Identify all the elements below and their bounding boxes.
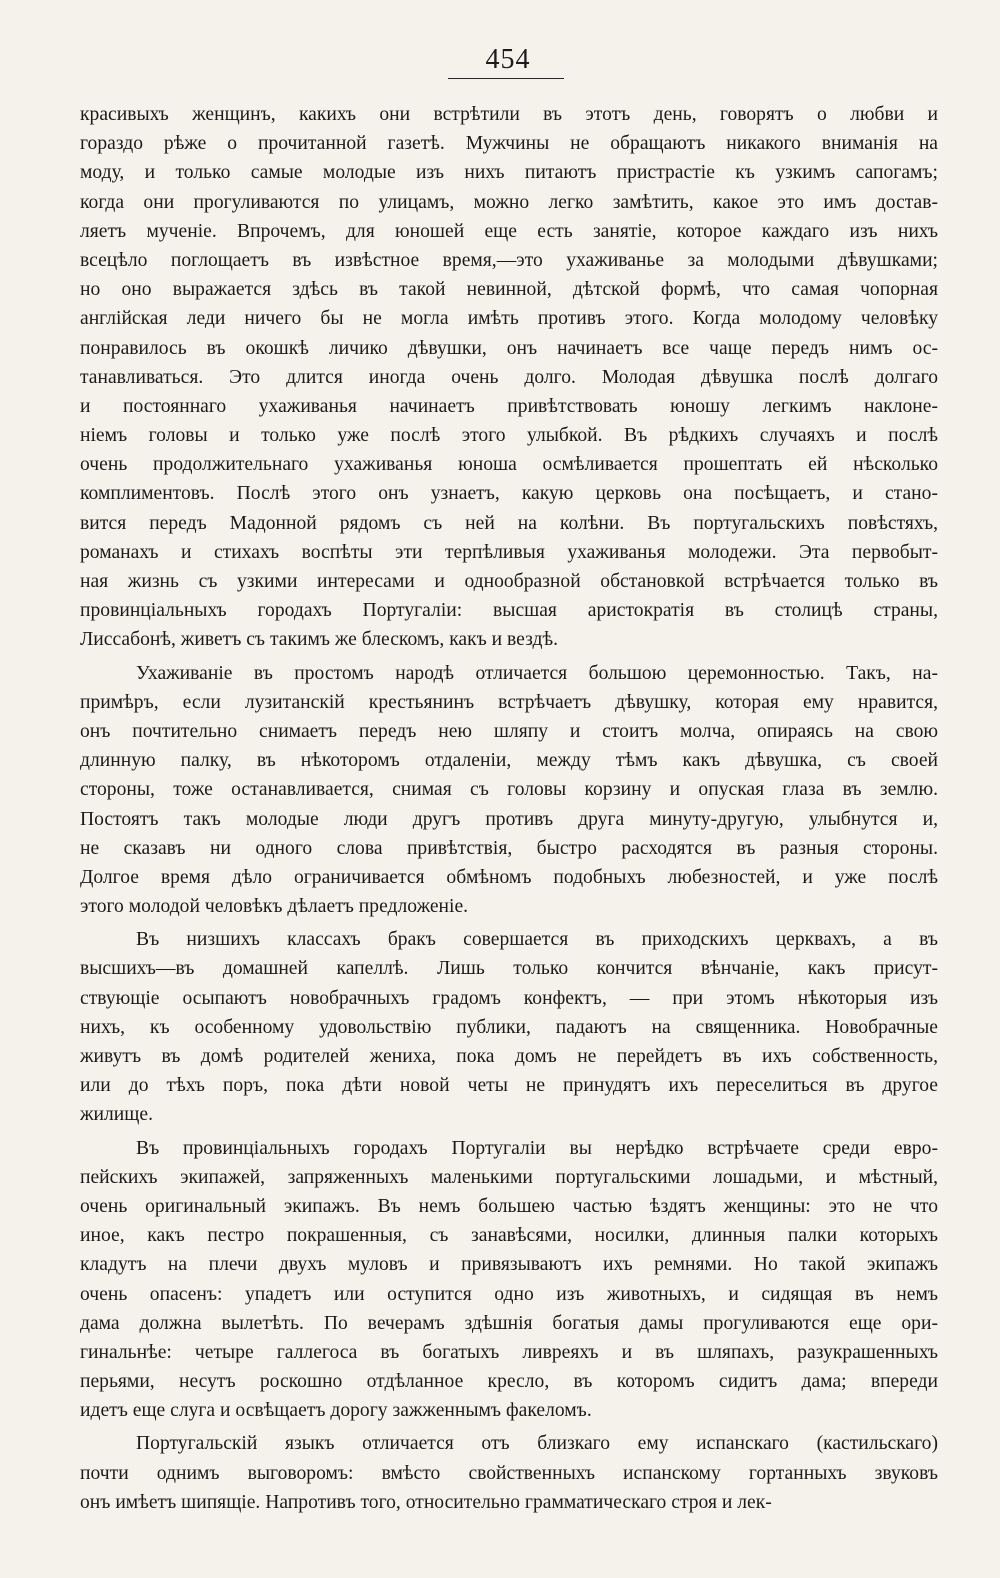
text-line: высшихъ—въ домашней капеллѣ. Лишь только кончится вѣнчаніе, какъ присут- (80, 958, 938, 980)
text-line: комплиментовъ. Послѣ этого онъ узнаетъ, какую церковь она посѣщаетъ, и стано- (80, 483, 938, 505)
text-line: дама должна вылетѣть. По вечерамъ здѣшнія богатыя дамы прогуливаются еще ори- (80, 1312, 938, 1334)
text-line: жилище. (80, 1104, 153, 1126)
text-line: живутъ въ домѣ родителей жениха, пока домъ не перейдетъ въ ихъ собственность, (80, 1046, 938, 1067)
text-line: Постоятъ такъ молодые люди другъ противъ друга минуту-другую, улыбнутся и, (80, 808, 938, 830)
text-line: танавливаться. Это длится иногда очень долго. Молодая дѣвушка послѣ долгаго (80, 366, 938, 388)
text-line: романахъ и стихахъ воспѣты эти терпѣливыя ухаживанья молодежи. Эта первобыт- (80, 541, 938, 563)
text-line: длинную палку, въ нѣкоторомъ отдаленіи, между тѣмъ какъ дѣвушка, съ своей (80, 750, 938, 772)
text-line: или до тѣхъ поръ, пока дѣти новой четы не принудятъ ихъ переселиться въ другое (80, 1075, 938, 1097)
text-line: моду, и только самые молодые изъ нихъ питаютъ пристрастіе къ узкимъ сапогамъ; (80, 162, 938, 184)
text-line: и постояннаго ухаживанья начинаетъ привѣтствовать юношу легкимъ наклоне- (80, 395, 938, 417)
page-number: 454 (485, 44, 531, 75)
text-line: стороны, тоже останавливается, снимая съ головы корзину и опуская глаза въ землю. (80, 779, 938, 801)
text-line: ная жизнь съ узкими интересами и однообразной обстановкой встрѣчается только въ (80, 571, 938, 592)
text-line: англійская леди ничего бы не могла имѣть противъ этого. Когда молодому человѣку (80, 308, 938, 330)
text-line: перьями, несутъ роскошно отдѣланное кресло, въ которомъ сидитъ дама; впереди (80, 1371, 938, 1393)
text-line: этого молодой человѣкъ дѣлаетъ предложеніе. (80, 896, 469, 918)
text-line: не сказавъ ни одного слова привѣтствія, быстро расходятся въ разныя стороны. (80, 837, 938, 859)
text-line: нихъ, къ особенному удовольствію публики, падаютъ на священника. Новобрачные (80, 1016, 938, 1038)
text-line: Въ провинціальныхъ городахъ Португаліи вы нерѣдко встрѣчаете среди евро- (136, 1137, 938, 1159)
text-line: понравилось въ окошкѣ личико дѣвушки, онъ начинаетъ все чаще передъ нимъ ос- (80, 337, 938, 359)
text-line: идетъ еще слуга и освѣщаетъ дорогу зажженнымъ факеломъ. (80, 1400, 592, 1422)
text-line: очень оригинальный экипажъ. Въ немъ большею частью ѣздятъ женщины: это не что (80, 1195, 938, 1217)
text-line: примѣръ, если лузитанскій крестьянинъ встрѣчаетъ дѣвушку, которая ему нравится, (80, 691, 938, 713)
text-line: всецѣло поглощаетъ въ извѣстное время,—это ухаживанье за молодыми дѣвушками; (80, 249, 938, 271)
text-line: Лиссабонѣ, живетъ съ такимъ же блескомъ, какъ и вездѣ. (80, 629, 559, 651)
text-line: красивыхъ женщинъ, какихъ они встрѣтили въ этотъ день, говорятъ о любви и (80, 104, 938, 125)
text-line: Въ низшихъ классахъ бракъ совершается въ приходскихъ церквахъ, а въ (136, 929, 938, 951)
text-line: пейскихъ экипажей, запряженныхъ маленькими португальскими лошадьми, и мѣстный, (80, 1166, 938, 1188)
text-line: ляетъ мученіе. Впрочемъ, для юношей еще есть занятіе, которое каждаго изъ нихъ (80, 220, 938, 242)
paragraph (80, 925, 938, 1129)
text-line: гинальнѣе: четыре галлегоса въ богатыхъ ливреяхъ и въ шляпахъ, разукрашенныхъ (80, 1341, 938, 1363)
paragraph (80, 659, 938, 922)
text-line: Португальскій языкъ отличается отъ близкаго ему испанскаго (кастильскаго) (136, 1433, 938, 1455)
text-line: провинціальныхъ городахъ Португаліи: высшая аристократія въ столицѣ страны, (80, 600, 938, 622)
text-line: но оно выражается здѣсь въ такой невинной, дѣтской формѣ, что самая чопорная (80, 279, 938, 301)
paragraph (80, 100, 938, 655)
text-line: гораздо рѣже о прочитанной газетѣ. Мужчины не обращаютъ никакого вниманія на (80, 133, 938, 155)
text-line: очень опасенъ: упадетъ или оступится одно изъ животныхъ, и сидящая въ немъ (80, 1283, 938, 1305)
text-line: ствующіе осыпаютъ новобрачныхъ градомъ конфектъ, — при этомъ нѣкоторыя изъ (80, 987, 938, 1009)
page-number-rule (448, 78, 564, 79)
text-line: онъ имѣетъ шипящіе. Напротивъ того, относительно грамматическаго строя и лек- (80, 1491, 772, 1513)
paragraph (80, 1429, 938, 1517)
text-line: кладутъ на плечи двухъ муловъ и привязываютъ ихъ ремнями. Но такой экипажъ (80, 1254, 938, 1276)
text-line: вится передъ Мадонной рядомъ съ ней на колѣни. Въ португальскихъ повѣстяхъ, (80, 512, 938, 534)
text-line: иное, какъ пестро покрашенныя, съ занавѣсями, носилки, длинныя палки которыхъ (80, 1225, 938, 1247)
text-line: онъ почтительно снимаетъ передъ нею шляпу и стоитъ молча, опираясь на свою (80, 720, 938, 742)
body-text (80, 100, 938, 1521)
text-line: почти однимъ выговоромъ: вмѣсто свойственныхъ испанскому гортанныхъ звуковъ (80, 1462, 938, 1484)
text-line: ніемъ головы и только уже послѣ этого улыбкой. Въ рѣдкихъ случаяхъ и послѣ (80, 425, 938, 447)
paragraph (80, 1134, 938, 1426)
text-line: Долгое время дѣло ограничивается обмѣномъ подобныхъ любезностей, и уже послѣ (80, 866, 938, 888)
text-line: когда они прогуливаются по улицамъ, можно легко замѣтить, какое это имъ достав- (80, 191, 938, 213)
text-line: Ухаживаніе въ простомъ народѣ отличается большою церемонностью. Такъ, на- (136, 662, 938, 684)
text-line: очень продолжительнаго ухаживанья юноша осмѣливается прошептать ей нѣсколько (80, 454, 938, 476)
